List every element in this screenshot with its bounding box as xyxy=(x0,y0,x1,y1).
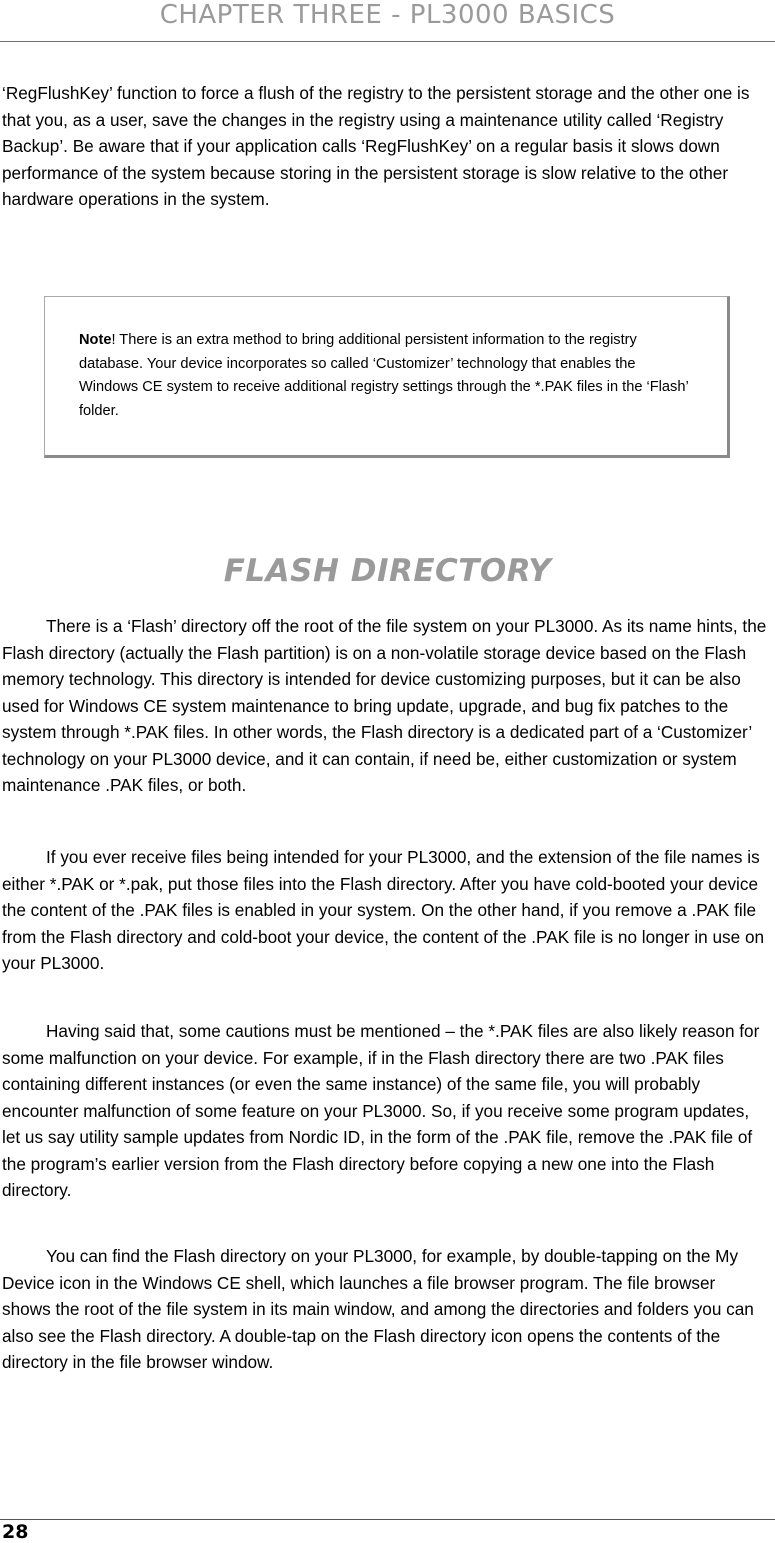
body-paragraph: Having said that, some cautions must be mentioned – the *.PAK files are also likely reason for some malfunction on your device. For example, if in the Flash directory there are two .PAK files containing different instances (or even the same instance) of the same file, you will probably encounter malfunction of some feature on your PL3000. So, if you receive some program updates, let us say utility sample updates from Nordic ID, in the form of the .PAK file, remove the .PAK file of the program’s earlier version from the Flash directory before copying a new one into the Flash directory. xyxy=(2,1021,760,1200)
note-label: Note xyxy=(79,332,112,348)
note-box xyxy=(44,296,730,458)
section-title: FLASH DIRECTORY xyxy=(223,553,552,589)
intro-paragraph: ‘RegFlushKey’ function to force a flush of the registry to the persistent storage and the other one is that you, as a user, save the changes in the registry using a maintenance utility called ‘Registry Backup’. Be aware that if your application calls ‘RegFlushKey’ on a regular basis it slows down performance of the system because storing in the persistent storage is slow relative to the other hardware operations in the system. xyxy=(2,83,750,209)
body-paragraph: There is a ‘Flash’ directory off the root of the file system on your PL3000. As its name hints, the Flash directory (actually the Flash partition) is on a non-volatile storage device based on the Flash memory technology. This directory is intended for device customizing purposes, but it can be also used for Windows CE system maintenance to bring update, upgrade, and bug fix patches to the system through *.PAK files. In other words, the Flash directory is a dedicated part of a ‘Customizer’ technology on your PL3000 device, and it can contain, if need be, either customization or system maintenance .PAK files, or both. xyxy=(2,616,767,795)
note-text xyxy=(79,329,689,423)
page-footer xyxy=(0,1519,775,1543)
page-header xyxy=(0,0,775,42)
chapter-title: CHAPTER THREE - PL3000 BASICS xyxy=(159,0,616,30)
page-number: 28 xyxy=(2,1521,29,1543)
body-paragraph: If you ever receive files being intended for your PL3000, and the extension of the file names is either *.PAK or *.pak, put those files into the Flash directory. After you have cold-booted your device the content of the .PAK files is enabled in your system. On the other hand, if you remove a .PAK file from the Flash directory and cold-boot your device, the content of the .PAK file is no longer in use on your PL3000. xyxy=(2,847,765,973)
body-paragraph: You can find the Flash directory on your PL3000, for example, by double-tapping on the My Device icon in the Windows CE shell, which launches a file browser program. The file browser shows the root of the file system in its main window, and among the directories and folders you can also see the Flash directory. A double-tap on the Flash directory icon opens the contents of the directory in the file browser window. xyxy=(2,1246,754,1372)
note-body: ! There is an extra method to bring additional persistent information to the registry database. Your device incorporates so called ‘Customizer’ technology that enables the Windows CE system to receive additional registry settings through the *.PAK files in the ‘Flash’ folder. xyxy=(79,332,689,419)
